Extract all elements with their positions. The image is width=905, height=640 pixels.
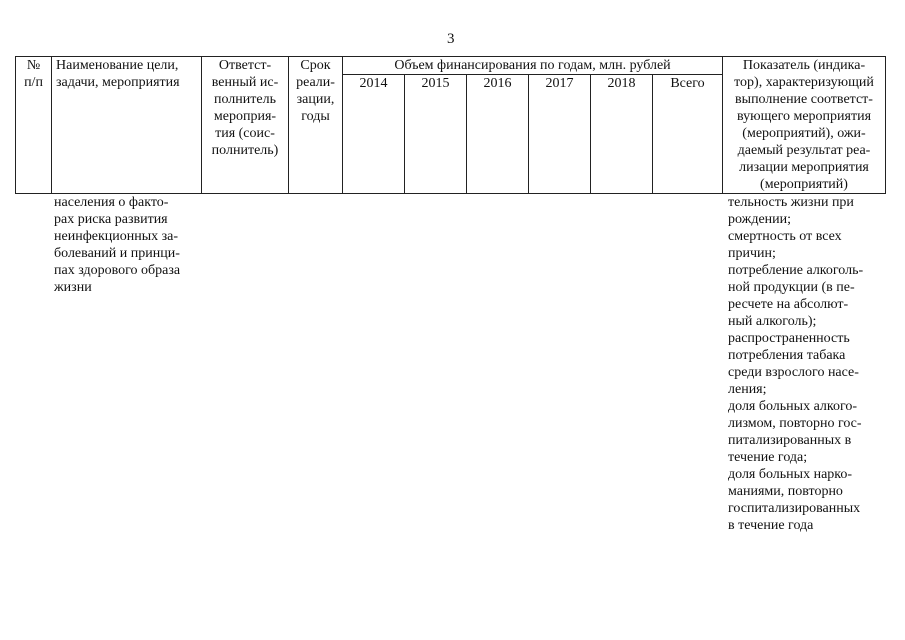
header-year-2016: 2016 — [467, 75, 529, 194]
header-year-2015: 2015 — [405, 75, 467, 194]
header-year-2018: 2018 — [591, 75, 653, 194]
header-indicator: Показатель (индика- тор), характеризующий выполнение соответст- вующего мероприятия (мероприятий), ожи- даемый результат реа- лизации мероприятия (мероприятий) — [723, 57, 886, 194]
page-number: 3 — [447, 31, 455, 47]
row-2014 — [343, 194, 405, 535]
header-num: № п/п — [16, 57, 52, 194]
header-name: Наименование цели, задачи, мероприятия — [52, 57, 202, 194]
row-term — [289, 194, 343, 535]
table-row — [16, 194, 886, 535]
row-2017 — [529, 194, 591, 535]
header-executor: Ответст- венный ис- полнитель мероприя- тия (соис- полнитель) — [202, 57, 289, 194]
header-year-2017: 2017 — [529, 75, 591, 194]
header-total: Всего — [653, 75, 723, 194]
financing-table — [15, 56, 886, 534]
row-name: населения о факто- рах риска развития неинфекционных за- болеваний и принци- пах здорового образа жизни — [54, 195, 181, 295]
row-num — [16, 194, 52, 535]
header-funding: Объем финансирования по годам, млн. рублей — [343, 57, 723, 75]
row-indicator: тельность жизни при рождении; смертность от всех причин; потребление алкоголь- ной продукции (в пе- ресчете на абсолют- ный алкоголь); распространенность потребления табака среди взрослого насе- ления; доля больных алкого- лизмом, повторно гос- питализированных в течение года; доля больных нарко- маниями, повторно госпитализированных в течение года — [728, 195, 864, 533]
header-year-2014: 2014 — [343, 75, 405, 194]
header-term: Срок реали- зации, годы — [289, 57, 343, 194]
row-2015 — [405, 194, 467, 535]
row-2016 — [467, 194, 529, 535]
row-executor — [202, 194, 289, 535]
row-2018 — [591, 194, 653, 535]
row-total — [653, 194, 723, 535]
